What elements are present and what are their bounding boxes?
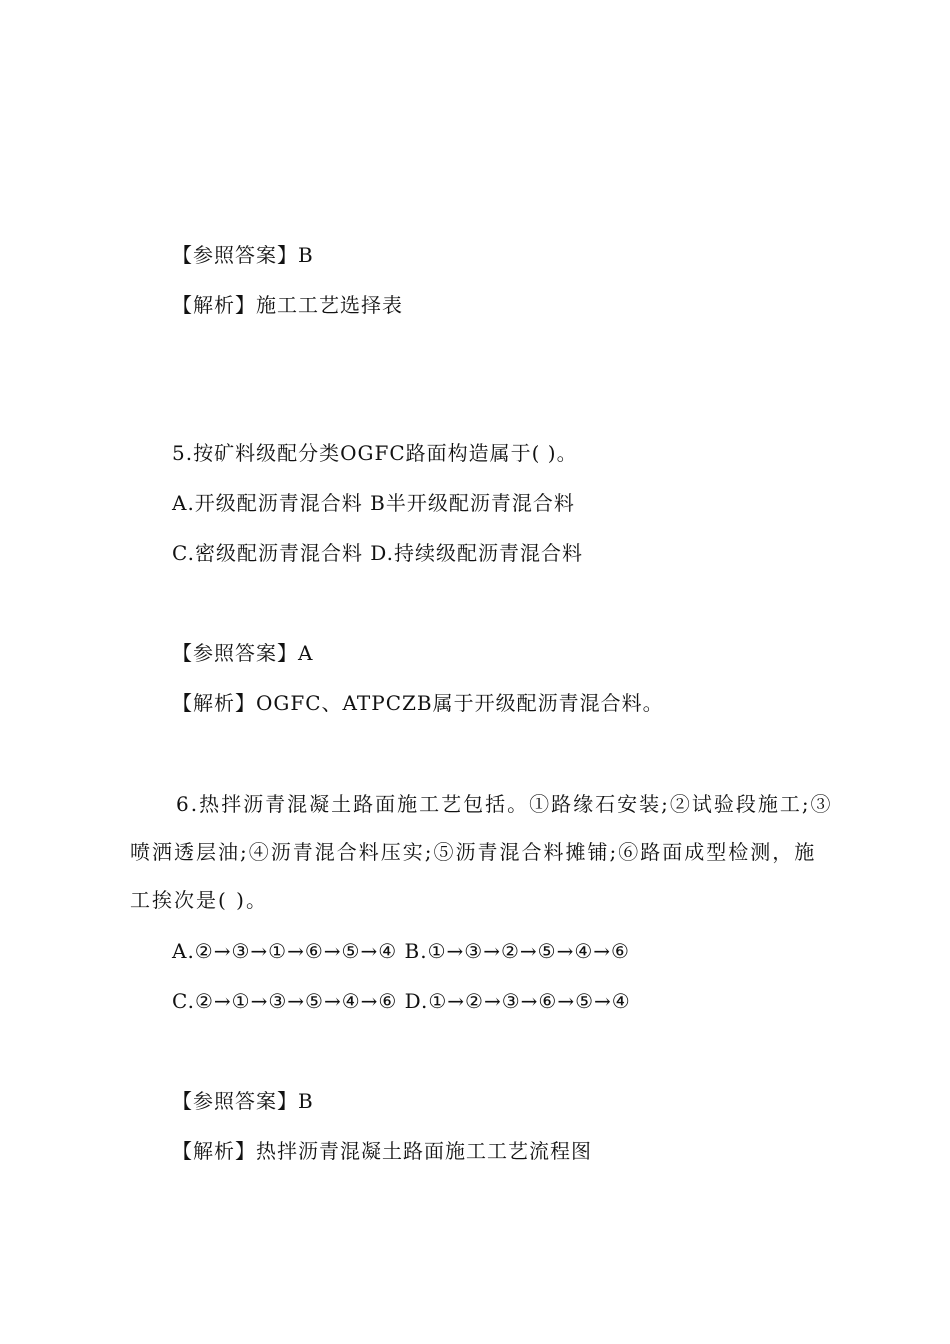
question-5-options-cd: C.密级配沥青混合料 D.持续级配沥青混合料 [172, 541, 583, 565]
analysis-label: 【解析】热拌沥青混凝土路面施工工艺流程图 [172, 1139, 592, 1163]
analysis-label: 【解析】OGFC、ATPCZB属于开级配沥青混合料。 [172, 691, 664, 715]
answer-label: 【参照答案】B [172, 1089, 314, 1113]
question-5-options-ab: A.开级配沥青混合料 B半开级配沥青混合料 [172, 491, 575, 515]
question-6-options-cd: C.②→①→③→⑤→④→⑥ D.①→②→③→⑥→⑤→④ [172, 989, 631, 1013]
answer-label: 【参照答案】A [172, 641, 314, 665]
answer-label: 【参照答案】B [172, 243, 314, 267]
analysis-label: 【解析】施工工艺选择表 [172, 293, 403, 317]
question-6-options-ab: A.②→③→①→⑥→⑤→④ B.①→③→②→⑤→④→⑥ [172, 939, 630, 963]
question-5: 5.按矿料级配分类OGFC路面构造属于( )。 [172, 441, 578, 465]
question-6: 6.热拌沥青混凝土路面施工艺包括。①路缘石安装;②试验段施工;③喷洒透层油;④沥青混合料压实;⑤沥青混合料摊铺;⑥路面成型检测，施工挨次是( )。 [130, 792, 833, 912]
